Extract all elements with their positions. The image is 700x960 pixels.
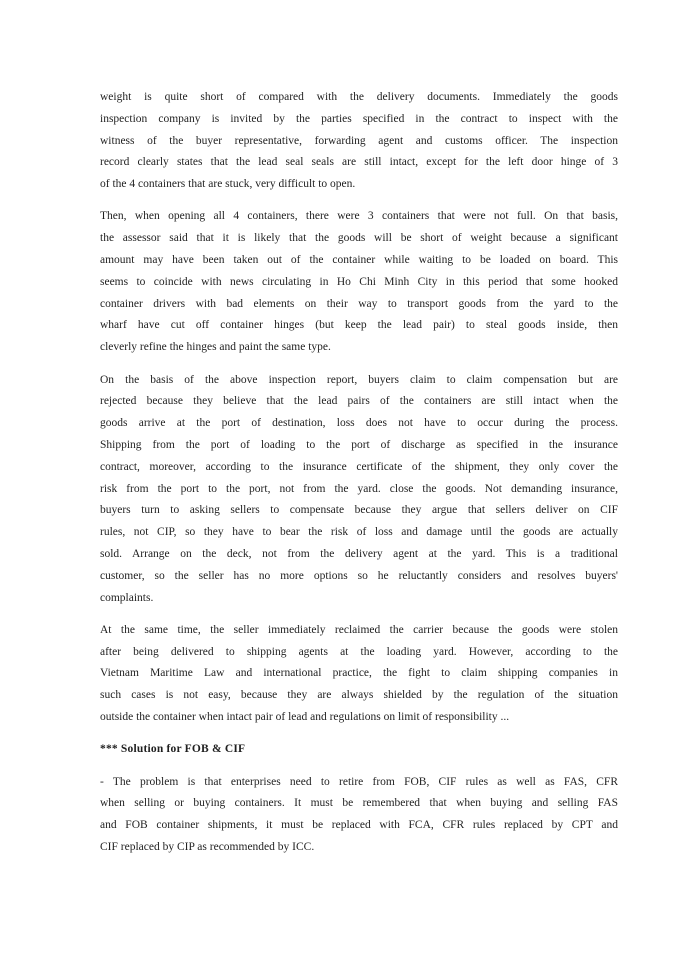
text-line: complaints. [100, 591, 154, 604]
paragraph [100, 772, 618, 859]
text-line: sold. Arrange on the deck, not from the delivery agent at the yard. This is a traditional [100, 547, 618, 560]
text-line: rejected because they believe that the lead pairs of the containers are still intact when the [100, 395, 618, 408]
text-line: Vietnam Maritime Law and international practice, the fight to claim shipping companies in [100, 667, 618, 680]
document-body [100, 87, 618, 869]
text-line: customer, so the seller has no more options so he reluctantly considers and resolves buyers' [100, 569, 618, 582]
text-line: amount may have been taken out of the container while waiting to be loaded on board. This [100, 254, 618, 267]
text-line: weight is quite short of compared with the delivery documents. Immediately the goods [100, 91, 618, 103]
paragraph [100, 620, 618, 729]
text-line: goods arrive at the port of destination, loss does not have to occur during the process. [100, 417, 618, 430]
text-line: and FOB container shipments, it must be replaced with FCA, CFR rules replaced by CPT and [100, 819, 618, 832]
text-line: At the same time, the seller immediately reclaimed the carrier because the goods were stolen [100, 623, 618, 636]
text-line: of the 4 containers that are stuck, very difficult to open. [100, 178, 356, 191]
text-line: CIF replaced by CIP as recommended by ICC. [100, 841, 315, 853]
paragraph [100, 370, 618, 610]
text-line: container drivers with bad elements on their way to transport goods from the yard to the [100, 297, 618, 310]
text-line: contract, moreover, according to the insurance certificate of the shipment, they only cover the [100, 460, 618, 473]
text-line: rules, not CIP, so they have to bear the risk of loss and damage until the goods are actually [100, 526, 618, 539]
text-line: risk from the port to the port, not from the yard. close the goods. Not demanding insurance, [100, 482, 618, 495]
text-line: Then, when opening all 4 containers, there were 3 containers that were not full. On that basis, [100, 210, 618, 223]
text-line: - The problem is that enterprises need to retire from FOB, CIF rules as well as FAS, CFR [100, 775, 618, 788]
text-line: the assessor said that it is likely that the goods will be short of weight because a significant [100, 232, 618, 245]
text-line: wharf have cut off container hinges (but keep the lead pair) to steal goods inside, then [100, 319, 618, 332]
paragraph [100, 87, 618, 196]
text-line: witness of the buyer representative, forwarding agent and customs officer. The inspection [100, 134, 618, 147]
text-line: inspection company is invited by the parties specified in the contract to inspect with the [100, 112, 618, 125]
section-heading [100, 739, 618, 761]
text-line: On the basis of the above inspection report, buyers claim to claim compensation but are [100, 373, 618, 386]
text-line: when selling or buying containers. It must be remembered that when buying and selling FAS [100, 797, 618, 810]
text-line: after being delivered to shipping agents at the loading yard. However, according to the [100, 645, 618, 658]
text-line: seems to coincide with news circulating in Ho Chi Minh City in this period that some hooked [100, 275, 618, 288]
text-line: cleverly refine the hinges and paint the same type. [100, 341, 331, 354]
section-heading-text: *** Solution for FOB & CIF [100, 743, 246, 756]
text-line: Shipping from the port of loading to the port of discharge as specified in the insurance [100, 438, 618, 451]
text-line: record clearly states that the lead seal seals are still intact, except for the left door hinge of 3 [100, 156, 618, 169]
paragraph [100, 206, 618, 359]
text-line: such cases is not easy, because they are always shielded by the regulation of the situation [100, 689, 618, 702]
text-line: buyers turn to asking sellers to compensate because they argue that sellers deliver on CIF [100, 504, 618, 517]
text-line: outside the container when intact pair of lead and regulations on limit of responsibility ... [100, 711, 510, 724]
